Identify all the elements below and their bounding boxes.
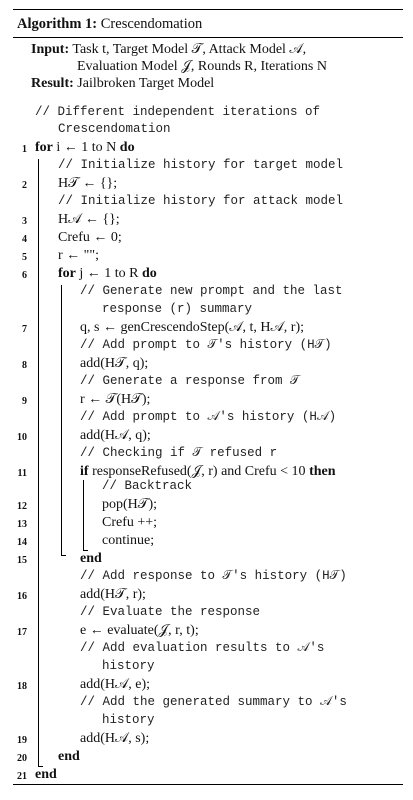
line-number: 4 — [22, 234, 27, 245]
line-number: 3 — [22, 216, 27, 227]
keyword: do — [142, 266, 157, 281]
algorithm-title — [17, 17, 202, 32]
code-line — [58, 231, 122, 245]
block-bar-if — [83, 480, 84, 550]
line-number: 7 — [22, 324, 27, 335]
code-line — [80, 393, 150, 407]
keyword: for — [58, 266, 76, 281]
code-text: H𝒯 ← {}; — [58, 176, 118, 191]
comment-text: response (r) summary — [102, 302, 253, 316]
code-text: Crefu ++; — [102, 515, 158, 530]
code-text: add(H𝒯, r); — [80, 587, 146, 602]
code-line — [80, 357, 148, 371]
comment-line — [102, 660, 155, 673]
line-number: 10 — [17, 432, 27, 443]
line-number: 1 — [22, 144, 27, 155]
code-text: responseRefused(𝒥, r) and Crefu < 10 — [88, 464, 310, 479]
comment-line — [35, 106, 320, 119]
line-number: 21 — [17, 771, 27, 782]
block-bar-outer-for — [38, 159, 39, 766]
comment-text: // Different independent iterations of — [35, 105, 321, 119]
code-text: r ← ""; — [58, 248, 99, 263]
input-text-1: Task t, Target Model 𝒯, Attack Model 𝒜, — [72, 42, 307, 57]
line-number: 12 — [17, 501, 27, 512]
keyword: if — [80, 464, 89, 479]
comment-line — [80, 411, 336, 424]
comment-line — [102, 303, 252, 316]
code-line — [58, 249, 99, 263]
input-line-1 — [31, 43, 306, 57]
keyword: end — [58, 749, 80, 764]
code-line — [58, 177, 117, 191]
comment-line — [80, 570, 347, 583]
line-number: 17 — [17, 627, 27, 638]
code-line — [80, 429, 151, 443]
comment-line — [102, 714, 155, 727]
comment-text: // Add prompt to 𝒜's history (H𝒜) — [80, 410, 337, 424]
line-number: 8 — [22, 360, 27, 371]
code-text: add(H𝒜, s); — [80, 731, 150, 746]
comment-line — [58, 195, 343, 208]
input-label: Input: — [31, 42, 70, 57]
code-text: q, s ← genCrescendoStep(𝒜, t, H𝒜, r); — [80, 320, 305, 335]
keyword: do — [119, 140, 135, 155]
block-bar-inner-for — [61, 285, 62, 555]
code-text: H𝒜 ← {}; — [58, 212, 120, 227]
line-number: 20 — [17, 753, 27, 764]
block-bar-inner-for-tick — [61, 555, 66, 556]
comment-text: // Add response to 𝒯's history (H𝒯) — [80, 569, 347, 583]
code-line — [80, 732, 149, 746]
comment-line — [58, 123, 171, 136]
comment-line — [80, 642, 324, 655]
code-text: i ← 1 to N — [52, 140, 120, 155]
code-line — [80, 465, 336, 479]
comment-text: // Initialize history for attack model — [58, 194, 344, 208]
code-line — [80, 588, 146, 602]
comment-line — [80, 606, 260, 619]
block-bar-outer-for-tick — [38, 766, 43, 767]
code-line — [58, 213, 120, 227]
result-text: Jailbroken Target Model — [77, 76, 215, 91]
line-number: 19 — [17, 735, 27, 746]
code-text: e ← evaluate(𝒥, r, t); — [80, 623, 199, 638]
code-line — [102, 534, 154, 548]
code-line — [35, 768, 57, 782]
code-line — [58, 750, 80, 764]
comment-text: // Evaluate the response — [80, 605, 261, 619]
line-number: 14 — [17, 537, 27, 548]
comment-line — [80, 285, 343, 298]
line-number: 2 — [22, 180, 27, 191]
code-line — [58, 267, 157, 281]
input-text-2: Evaluation Model 𝒥, Rounds R, Iterations N — [77, 59, 327, 74]
keyword: end — [35, 767, 57, 782]
comment-line — [58, 159, 343, 172]
comment-line — [102, 480, 192, 493]
line-number: 11 — [17, 468, 27, 479]
keyword: then — [309, 464, 336, 479]
algorithm-box — [13, 9, 403, 785]
title-divider — [13, 37, 403, 38]
comment-line — [80, 375, 300, 388]
code-text: r ← 𝒯(H𝒯); — [80, 392, 151, 407]
comment-text: // Generate a response from 𝒯 — [80, 374, 300, 388]
code-text: pop(H𝒯); — [102, 497, 158, 512]
line-number: 16 — [17, 591, 27, 602]
code-text: j ← 1 to R — [75, 266, 143, 281]
code-line — [80, 678, 150, 692]
code-text: Crefu ← 0; — [58, 230, 122, 245]
code-line — [102, 498, 157, 512]
comment-line — [80, 447, 277, 460]
comment-text: // Add evaluation results to 𝒜's — [80, 641, 325, 655]
result-line — [31, 77, 214, 91]
comment-line — [80, 339, 332, 352]
comment-line — [80, 696, 347, 709]
code-line — [35, 141, 135, 155]
result-label: Result: — [31, 76, 74, 91]
code-text: add(H𝒜, q); — [80, 428, 151, 443]
algorithm-label: Algorithm 1: — [17, 16, 98, 32]
comment-text: // Checking if 𝒯 refused r — [80, 446, 278, 460]
code-text: add(H𝒜, e); — [80, 677, 150, 692]
code-text: continue; — [102, 533, 155, 548]
line-number: 18 — [17, 681, 27, 692]
keyword: for — [35, 140, 53, 155]
code-line — [80, 624, 199, 638]
block-bar-if-tick — [83, 550, 88, 551]
code-line — [80, 552, 102, 566]
comment-text: // Backtrack — [102, 479, 193, 493]
input-line-2 — [77, 60, 327, 74]
comment-text: // Initialize history for target model — [58, 158, 344, 172]
line-number: 13 — [17, 519, 27, 530]
line-number: 15 — [17, 555, 27, 566]
comment-text: history — [102, 713, 155, 727]
line-number: 5 — [22, 252, 27, 263]
code-line — [80, 321, 304, 335]
code-text: add(H𝒯, q); — [80, 356, 149, 371]
algorithm-name: Crescendomation — [100, 16, 203, 32]
line-number: 6 — [22, 270, 27, 281]
line-number: 9 — [22, 396, 27, 407]
keyword: end — [80, 551, 102, 566]
comment-text: // Generate new prompt and the last — [80, 284, 343, 298]
comment-text: // Add prompt to 𝒯's history (H𝒯) — [80, 338, 332, 352]
comment-text: history — [102, 659, 155, 673]
code-line — [102, 516, 157, 530]
comment-text: // Add the generated summary to 𝒜's — [80, 695, 347, 709]
comment-text: Crescendomation — [58, 122, 171, 136]
